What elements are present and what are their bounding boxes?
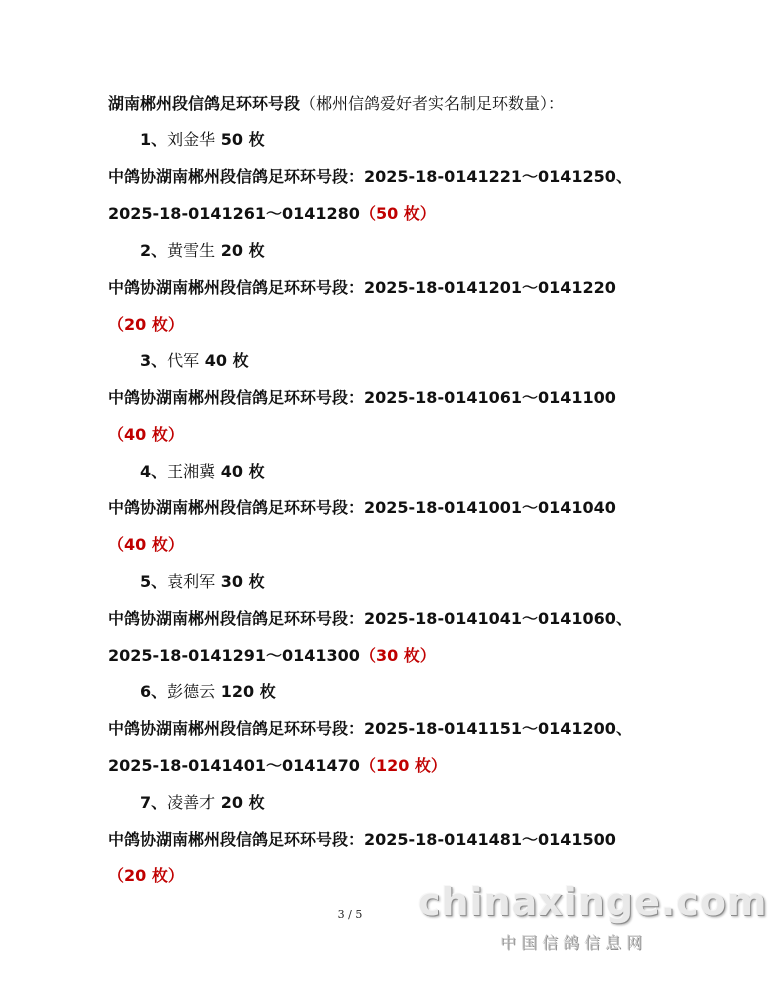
entry-count: 40 枚 [220,462,265,481]
entry-count: 40 枚 [204,351,249,370]
entry-heading [140,681,276,703]
watermark-subtitle: 中国信鸽信息网 [500,933,648,952]
ring-total: （20 枚） [108,315,184,334]
entry-count: 120 枚 [220,682,276,701]
entry-heading [140,129,265,151]
entry-name: 刘金华 [167,130,216,149]
ring-range-line [108,865,184,887]
ring-range-line [108,314,184,336]
entry-count: 20 枚 [220,793,265,812]
entry-index: 6、 [140,682,168,701]
ring-range-line: 中鸽协湖南郴州段信鸽足环环号段：2025-18-0141221～0141250、 [108,167,632,186]
ring-total: （40 枚） [108,535,184,554]
ring-range-line: 中鸽协湖南郴州段信鸽足环环号段：2025-18-0141041～0141060、 [108,609,632,628]
ring-range-line [108,424,184,446]
ring-range-line: 中鸽协湖南郴州段信鸽足环环号段：2025-18-0141151～0141200、 [108,719,632,738]
ring-range-line: 中鸽协湖南郴州段信鸽足环环号段：2025-18-0141001～0141040 [108,498,616,517]
entry-index: 4、 [140,462,168,481]
ring-range-continued: 2025-18-0141401～0141470 [108,756,360,775]
ring-range-line: 中鸽协湖南郴州段信鸽足环环号段：2025-18-0141481～0141500 [108,830,616,849]
entry-name: 代军 [167,351,200,370]
entry-heading [140,350,249,372]
entry-heading [140,240,265,262]
entry-index: 3、 [140,351,168,370]
ring-range-line [108,755,447,777]
ring-total: （40 枚） [108,425,184,444]
ring-total: （30 枚） [359,646,436,665]
entry-heading [140,461,265,483]
intro-title: 湖南郴州段信鸽足环环号段 [108,94,301,113]
entry-count: 20 枚 [220,241,265,260]
entry-name: 袁利军 [167,572,216,591]
ring-range-line [108,203,436,225]
entry-name: 凌善才 [167,793,216,812]
entry-heading [140,571,265,593]
ring-range-continued: 2025-18-0141291～0141300 [108,646,360,665]
ring-range-line [108,534,184,556]
entry-name: 王湘冀 [167,462,216,481]
page-number: 3 / 5 [337,908,363,921]
entry-index: 5、 [140,572,168,591]
watermark-logo: chinaxinge.com [418,880,768,924]
entry-count: 30 枚 [220,572,265,591]
ring-range-continued: 2025-18-0141261～0141280 [108,204,360,223]
intro-line [108,93,564,115]
entry-index: 2、 [140,241,168,260]
entry-heading [140,792,265,814]
ring-total: （20 枚） [108,866,184,885]
ring-total: （50 枚） [359,204,436,223]
ring-range-line [108,645,436,667]
ring-total: （120 枚） [359,756,447,775]
ring-range-line: 中鸽协湖南郴州段信鸽足环环号段：2025-18-0141061～0141100 [108,388,616,407]
entry-name: 彭德云 [167,682,216,701]
entry-index: 1、 [140,130,168,149]
intro-note: （郴州信鸽爱好者实名制足环数量）： [300,94,565,113]
entry-name: 黄雪生 [167,241,216,260]
entry-index: 7、 [140,793,168,812]
entry-count: 50 枚 [220,130,265,149]
ring-range-line: 中鸽协湖南郴州段信鸽足环环号段：2025-18-0141201～0141220 [108,278,616,297]
